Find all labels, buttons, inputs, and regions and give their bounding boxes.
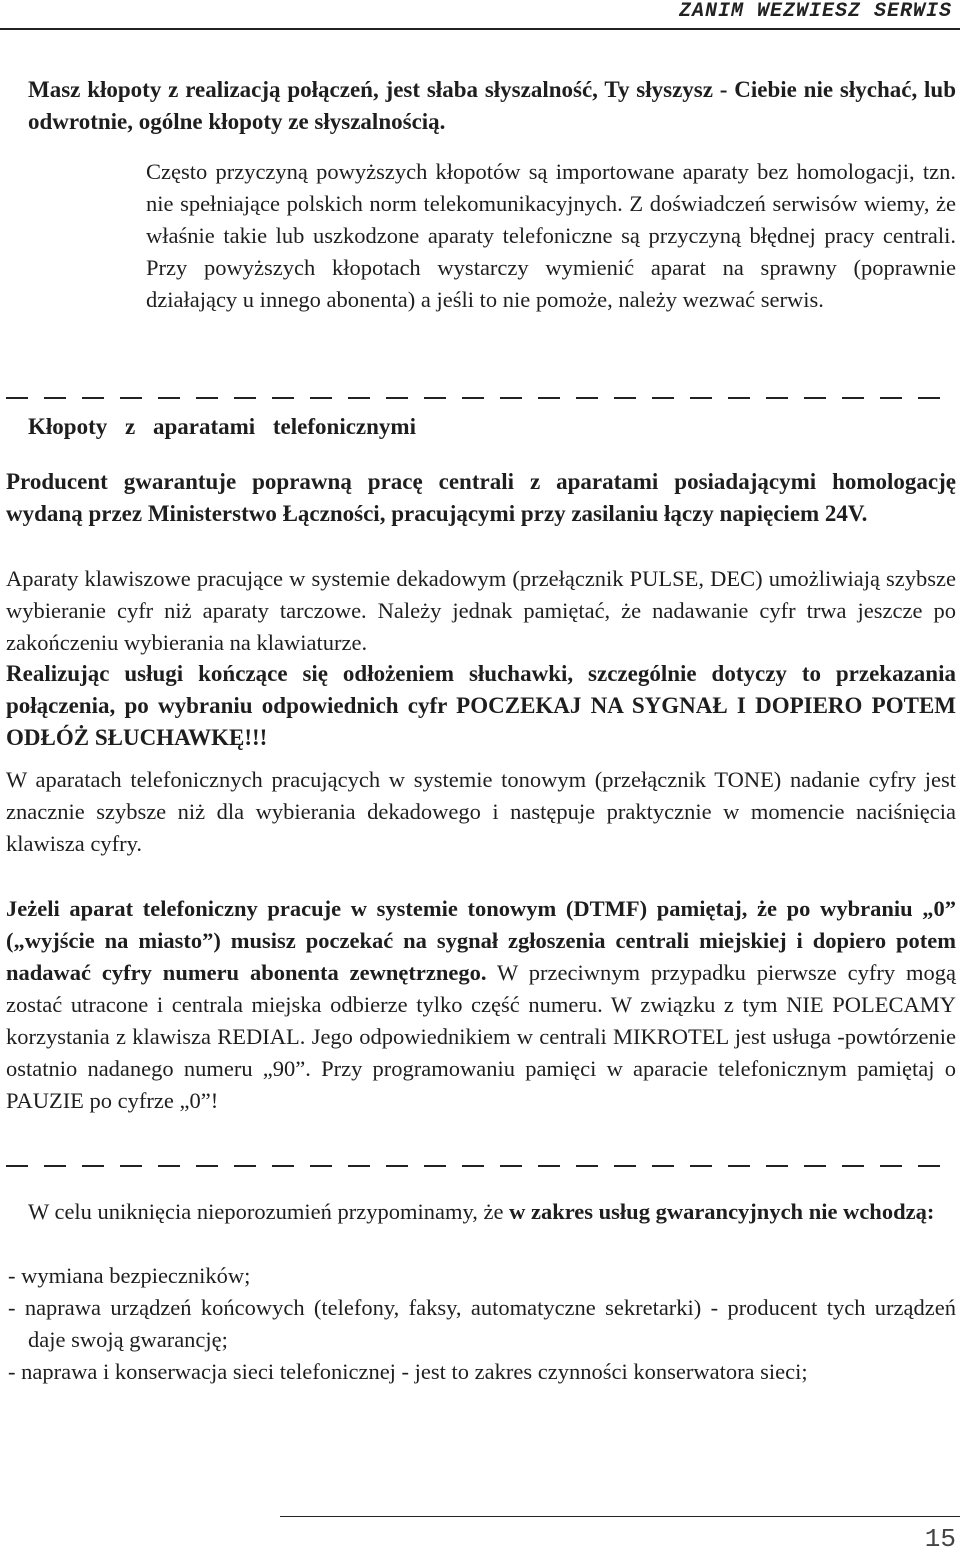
- list-item: - wymiana bezpieczników;: [8, 1263, 251, 1288]
- dtmf-paragraph: [6, 893, 956, 1117]
- dashed-separator: [6, 397, 954, 399]
- pulse-dialing-paragraph: Aparaty klawiszowe pracujące w systemie dekadowym (przełącznik PULSE, DEC) umożliwiają szybsze wybieranie cyfr niż aparaty tarczowe. Należy jednak pamiętać, że nadawanie cyfr trwa jeszcze po zakończeniu wybierania na klawiaturze.: [6, 566, 956, 655]
- tone-dialing-paragraph: W aparatach telefonicznych pracujących w systemie tonowym (przełącznik TONE) nadanie cyfry jest znacznie szybsze niż dla wybierania dekadowego i następuje praktycznie w momencie naciśnięcia klawisza cyfry.: [6, 767, 956, 856]
- dashed-separator-2: [6, 1165, 954, 1167]
- producer-guarantee-paragraph: Producent gwarantuje poprawną pracę centrali z aparatami posiadającymi homologację wydaną przez Ministerstwo Łączności, pracującymi przy zasilaniu łączy napięciem 24V.: [6, 469, 956, 526]
- section-heading-phone-problems: Kłopoty z aparatami telefonicznymi: [28, 414, 416, 439]
- list-item: - naprawa urządzeń końcowych (telefony, faksy, automatyczne sekretarki) - producent tych urządzeń daje swoją gwarancję;: [8, 1295, 956, 1352]
- page-header-title: ZANIM WEZWIESZ SERWIS: [678, 0, 952, 23]
- dtmf-bold-text: Jeżeli aparat telefoniczny pracuje w systemie tonowym (DTMF) pamiętaj, że po wybraniu „0” („wyjście na miasto”) musisz poczekać na sygnał zgłoszenia centrali miejskiej i dopiero potem nadawać cyfry numeru abonenta zewnętrznego.: [6, 896, 956, 985]
- header-rule: [0, 28, 960, 30]
- warranty-intro-text: W celu uniknięcia nieporozumień przypominamy, że: [28, 1199, 510, 1224]
- section-title-connection-problems: Masz kłopoty z realizacją połączeń, jest słaba słyszalność, Ty słyszysz - Ciebie nie słychać, lub odwrotnie, ogólne kłopoty ze słyszalnością.: [28, 77, 956, 134]
- warranty-exclusions-intro: [28, 1196, 956, 1228]
- dtmf-regular-text: W przeciwnym przypadku pierwsze cyfry mogą zostać utracone i centrala miejska odbierze tylko część numeru. W związku z tym NIE POLECAMY korzystania z klawisza REDIAL. Jego odpowiednikiem w centrali MIKROTEL jest usługa -powtórzenie ostatnio nadanego numeru „90”. Przy programowaniu pamięci w aparacie telefonicznym pamiętaj o PAUZIE po cyfrze „0”!: [6, 960, 956, 1113]
- connection-problems-body: Często przyczyną powyższych kłopotów są importowane aparaty bez homologacji, tzn. nie spełniające polskich norm telekomunikacyjnych. Z doświadczeń serwisów wiemy, że właśnie takie lub uszkodzone aparaty telefoniczne są przyczyną błędnej pracy centrali. Przy powyższych kłopotach wystarczy wymienić aparat na sprawny (poprawnie działający u innego abonenta) a jeśli to nie pomoże, należy wezwać serwis.: [146, 159, 956, 312]
- warranty-exclusions-list: [8, 1260, 956, 1388]
- page-number: 15: [924, 1524, 956, 1554]
- warranty-intro-bold: w zakres usług gwarancyjnych nie wchodzą:: [509, 1199, 935, 1224]
- footer-rule: [280, 1516, 960, 1517]
- hangup-warning-paragraph: Realizując usługi kończące się odłożeniem słuchawki, szczególnie dotyczy to przekazania połączenia, po wybraniu odpowiednich cyfr POCZEKAJ NA SYGNAŁ I DOPIERO POTEM ODŁÓŻ SŁUCHAWKĘ!!!: [6, 661, 956, 750]
- list-item: - naprawa i konserwacja sieci telefonicznej - jest to zakres czynności konserwatora sieci;: [8, 1359, 808, 1384]
